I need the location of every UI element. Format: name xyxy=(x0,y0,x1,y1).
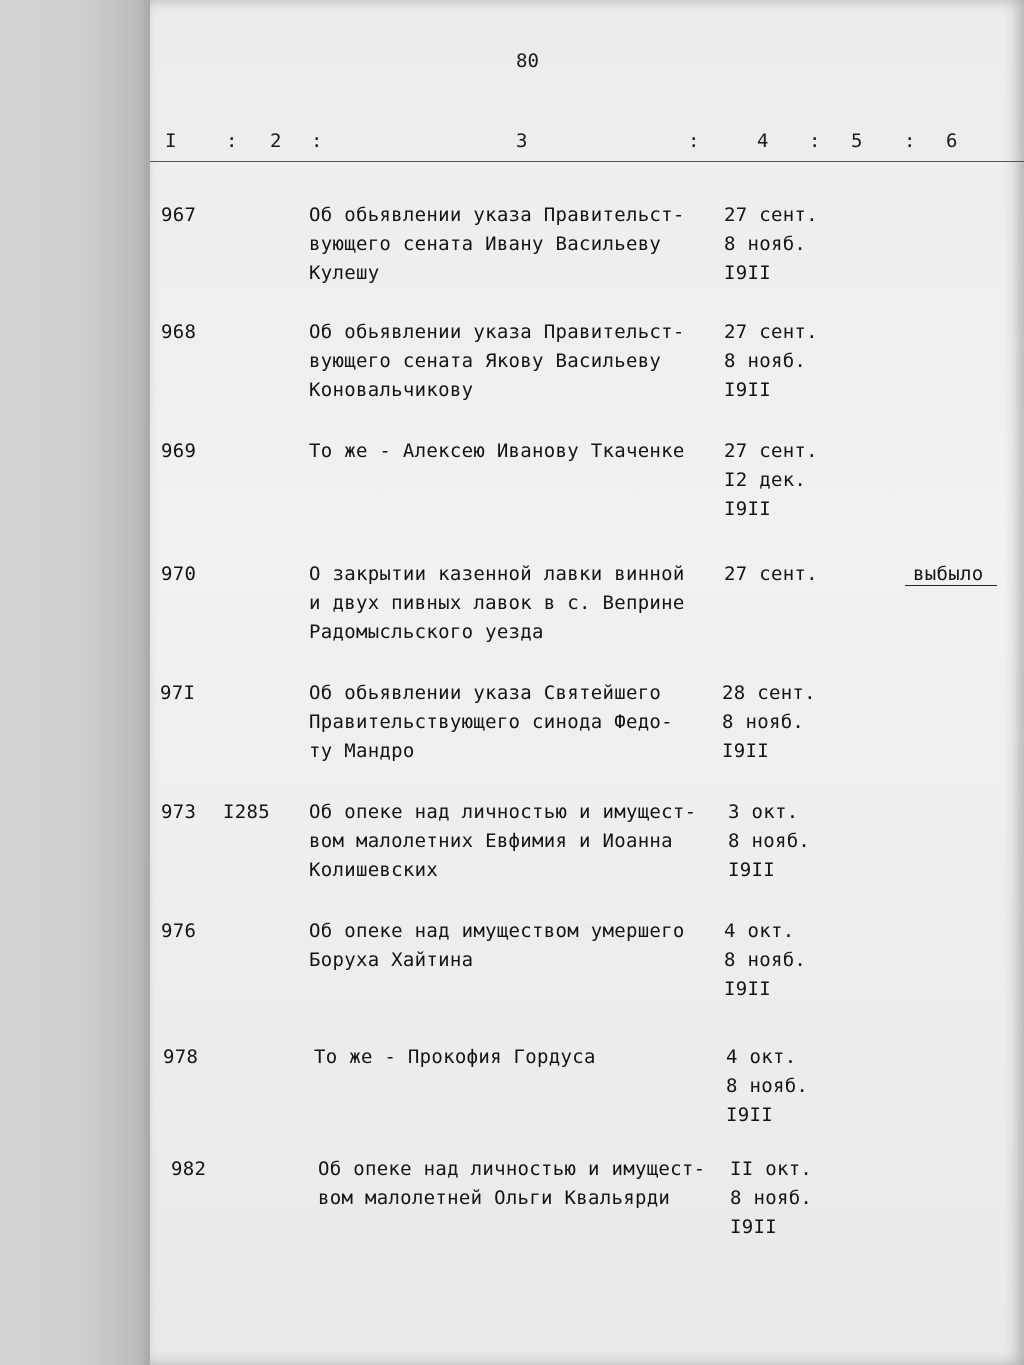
column-header-5: 5 xyxy=(851,130,863,152)
entry-date: 8 нояб. xyxy=(728,830,811,852)
entry-number: 969 xyxy=(161,440,197,462)
entry-description-line: Правительствующего синода Федо- xyxy=(309,711,673,733)
entry-date: 8 нояб. xyxy=(726,1075,809,1097)
entry-description-line: ту Мандро xyxy=(309,740,415,762)
entry-date: 27 сент. xyxy=(724,440,818,462)
entry-description-line: То же - Прокофия Гордуса xyxy=(314,1046,596,1068)
entry-date: II окт. xyxy=(730,1158,813,1180)
entry-date: 8 нояб. xyxy=(724,949,807,971)
entry-number: 973 xyxy=(161,801,197,823)
entry-description-line: Об опеке над имуществом умершего xyxy=(309,920,685,942)
entry-number: 970 xyxy=(161,563,197,585)
entry-date: 3 окт. xyxy=(728,801,799,823)
entry-description-line: и двух пивных лавок в с. Веприне xyxy=(309,592,685,614)
entry-description-line: Радомысльского уезда xyxy=(309,621,544,643)
entry-date: 4 окт. xyxy=(724,920,795,942)
entry-date: I9II xyxy=(724,978,771,1000)
entry-description-line: Об обьявлении указа Святейшего xyxy=(309,682,662,704)
entry-date: 28 сент. xyxy=(722,682,816,704)
entry-number: 978 xyxy=(163,1046,199,1068)
column-header-6: 6 xyxy=(946,130,958,152)
entry-number: 97I xyxy=(160,682,196,704)
entry-date: I9II xyxy=(724,379,771,401)
column-separator: : xyxy=(311,130,323,152)
entry-description-line: вом малолетней Ольги Квальярди xyxy=(318,1187,671,1209)
column-separator: : xyxy=(226,130,238,152)
note-underline xyxy=(905,585,997,586)
entry-description-line: вующего сената Ивану Васильеву xyxy=(309,233,662,255)
entry-date: 8 нояб. xyxy=(724,350,807,372)
entry-note: выбыло xyxy=(913,563,984,585)
column-header-4: 4 xyxy=(757,130,769,152)
entry-date: 4 окт. xyxy=(726,1046,797,1068)
entry-date: 8 нояб. xyxy=(722,711,805,733)
entry-number: 967 xyxy=(161,204,197,226)
entry-date: 8 нояб. xyxy=(724,233,807,255)
entry-description-line: Боруха Хайтина xyxy=(309,949,474,971)
column-header-2: 2 xyxy=(270,130,282,152)
column-header-3: 3 xyxy=(516,130,528,152)
column-separator: : xyxy=(688,130,700,152)
page-number: 80 xyxy=(516,50,539,72)
entry-date: 27 сент. xyxy=(724,204,818,226)
entry-date: I9II xyxy=(730,1216,777,1238)
entry-description-line: Об опеке над личностью и имущест- xyxy=(309,801,697,823)
entry-date: I9II xyxy=(726,1104,773,1126)
column-separator: : xyxy=(904,130,916,152)
entry-description-line: Колишевских xyxy=(309,859,439,881)
entry-number: 982 xyxy=(171,1158,207,1180)
entry-date: I2 дек. xyxy=(724,469,807,491)
entry-date: I9II xyxy=(724,262,771,284)
entry-description-line: О закрытии казенной лавки винной xyxy=(309,563,685,585)
entry-date: 27 сент. xyxy=(724,563,818,585)
entry-number: 976 xyxy=(161,920,197,942)
entry-description-line: вующего сената Якову Васильеву xyxy=(309,350,662,372)
entry-description-line: Об обьявлении указа Правительст- xyxy=(309,204,685,226)
entry-description-line: То же - Алексею Иванову Ткаченке xyxy=(309,440,685,462)
entry-description-line: Кулешу xyxy=(309,262,380,284)
entry-date: I9II xyxy=(728,859,775,881)
header-rule xyxy=(150,161,1024,162)
column-header-1: I xyxy=(165,130,177,152)
entry-description-line: Коновальчикову xyxy=(309,379,474,401)
entry-ref-number: I285 xyxy=(223,801,270,823)
entry-description-line: вом малолетних Евфимия и Иоанна xyxy=(309,830,673,852)
column-separator: : xyxy=(809,130,821,152)
entry-date: 27 сент. xyxy=(724,321,818,343)
entry-description-line: Об опеке над личностью и имущест- xyxy=(318,1158,706,1180)
entry-number: 968 xyxy=(161,321,197,343)
entry-description-line: Об обьявлении указа Правительст- xyxy=(309,321,685,343)
entry-date: I9II xyxy=(722,740,769,762)
previous-page-edge xyxy=(0,0,150,1365)
entry-date: 8 нояб. xyxy=(730,1187,813,1209)
entry-date: I9II xyxy=(724,498,771,520)
